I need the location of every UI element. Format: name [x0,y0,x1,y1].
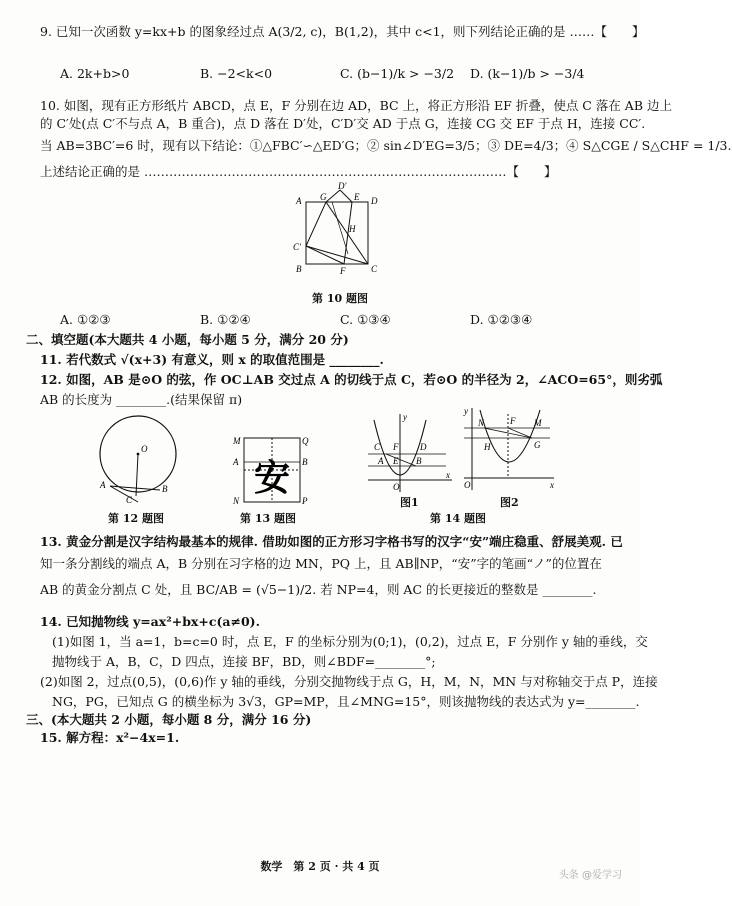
label-d-prime: D′ [338,181,347,191]
q14-line1: 14. 已知抛物线 y=ax²+bx+c(a≠0). [40,614,260,629]
label-f: F [340,266,346,276]
q13-caption: 第 13 题图 [240,512,296,525]
q14-fig2-label: 图2 [500,496,519,509]
fig12-label-o: O [141,444,148,454]
q10-option-a: A. ①②③ [60,312,111,327]
q13-line1: 13. 黄金分割是汉字结构最基本的规律. 借助如图的正方形习字格书写的汉字“安”端庄稳重、舒展美观. 已 [40,534,623,549]
fig14a-label-x: x [446,470,450,480]
q10-caption: 第 10 题图 [312,292,368,305]
q14-line3: 抛物线于 A，B，C，D 四点，连接 BF，BD，则∠BDF=________°; [52,654,436,669]
fig13-label-a: A [233,457,239,467]
q13-line3: AB 的黄金分割点 C 处，且 BC/AB = (√5−1)/2. 若 NP=4，则 AC 的长更接近的整数是 ________. [40,582,597,597]
section2-heading: 二、填空题(本大题共 4 小题，每小题 5 分，满分 20 分) [26,332,349,347]
q10-line1: 10. 如图，现有正方形纸片 ABCD，点 E，F 分别在边 AD，BC 上，将正方形沿 EF 折叠，使点 C 落在 AB 边上 [40,98,672,113]
fig14b-label-g: G [534,440,541,450]
q13-line2: 知一条分割线的端点 A，B 分别在习字格的边 MN，PQ 上，且 AB∥NP，“安”字的笔画“ノ”的位置在 [40,556,602,571]
q9-option-a: A. 2k+b>0 [60,66,130,81]
q10-option-d: D. ①②③④ [470,312,533,327]
fig14b-label-y: y [464,406,468,416]
fig12-label-a: A [100,480,106,490]
fig14a-label-f: F [393,442,399,452]
fig13-label-n: N [233,496,240,506]
fig14b-label-h: H [484,442,491,452]
fig14a-label-d: D [420,442,427,452]
q10-option-b: B. ①②④ [200,312,251,327]
q10-figure [288,181,388,288]
q14-fig1-label: 图1 [400,496,419,509]
q14-figure1 [360,410,456,494]
fig13-char: 安 [254,457,291,499]
fig14b-label-n: N [478,418,485,428]
q12-caption: 第 12 题图 [108,512,164,525]
fig12-label-b: B [162,484,168,494]
q11: 11. 若代数式 √(x+3) 有意义，则 x 的取值范围是 ________. [40,352,384,367]
fig14b-label-x: x [550,480,554,490]
q14-figure2 [460,404,560,494]
fig14a-label-a: A [378,456,384,466]
label-g: G [320,192,327,202]
fig13-label-m: M [233,436,241,446]
q14-line4: (2)如图 2，过点(0,5)，(0,6)作 y 轴的垂线，分别交抛物线于点 G，H，M，N，MN 与对称轴交于点 P，连接 [40,674,658,689]
page-footer: 数学 第 2 页 · 共 4 页 [260,860,380,873]
fig14a-label-e: E [393,456,399,466]
q10-line3: 当 AB=3BC′=6 时，现有以下结论：①△FBC′∽△ED′G；② sin∠D′EG=3/5；③ DE=4/3；④ S△CGE / S△CHF = 1/3. [40,138,732,153]
label-d: D [371,196,378,206]
q9-stem: 9. 已知一次函数 y=kx+b 的图象经过点 A(3/2, c)，B(1,2)，其中 c<1，则下列结论正确的是 ……【 】 [40,24,645,39]
fig14a-label-b: B [416,456,422,466]
fig14b-label-f: F [510,416,516,426]
fig13-label-q: Q [302,436,309,446]
q13-figure [230,434,308,506]
label-c-prime: C′ [293,242,301,252]
q12-figure [96,412,182,504]
q14-caption: 第 14 题图 [430,512,486,525]
fig13-label-p: P [302,496,308,506]
label-b: B [296,264,302,274]
section3-heading: 三、(本大题共 2 小题，每小题 8 分，满分 16 分) [26,712,312,727]
fig14b-label-o: O [464,480,471,490]
q10-line2: 的 C′处(点 C′不与点 A，B 重合)，点 D 落在 D′处，C′D′交 AD 于点 G，连接 CG 交 EF 于点 H，连接 CC′. [40,116,646,131]
fig14a-label-y: y [403,412,407,422]
fig12-label-c: C [126,495,133,505]
q9-option-c: C. (b−1)/k > −3/2 [340,66,455,81]
q12-line1: 12. 如图，AB 是⊙O 的弦，作 OC⊥AB 交过点 A 的切线于点 C，若⊙O 的半径为 2，∠ACO=65°，则劣弧 [40,372,663,387]
fig13-label-b: B [302,457,308,467]
q14-line2: (1)如图 1，当 a=1，b=c=0 时，点 E，F 的坐标分别为(0;1)，(0,2)，过点 E，F 分别作 y 轴的垂线，交 [52,634,648,649]
watermark: 头条 @爱学习 [558,870,622,881]
label-c: C [371,264,378,274]
q14-line5: NG，PG，已知点 G 的横坐标为 3√3，GP=MP，且∠MNG=15°，则该抛物线的表达式为 y=________. [52,694,640,709]
label-e: E [354,192,360,202]
fig14a-label-o: O [393,482,400,492]
q15: 15. 解方程：x²−4x=1. [40,730,180,745]
q9-option-b: B. −2<k<0 [200,66,273,81]
q10-option-c: C. ①③④ [340,312,391,327]
fig14a-label-c: C [374,442,381,452]
q9-option-d: D. (k−1)/b > −3/4 [470,66,585,81]
label-a: A [296,196,302,206]
q12-line2: AB 的长度为 ________.(结果保留 π) [40,392,243,407]
q10-line4: 上述结论正确的是 ……………………………………………………………………………【 】 [40,164,557,179]
fig14b-label-m: M [534,418,542,428]
label-h: H [349,224,356,234]
